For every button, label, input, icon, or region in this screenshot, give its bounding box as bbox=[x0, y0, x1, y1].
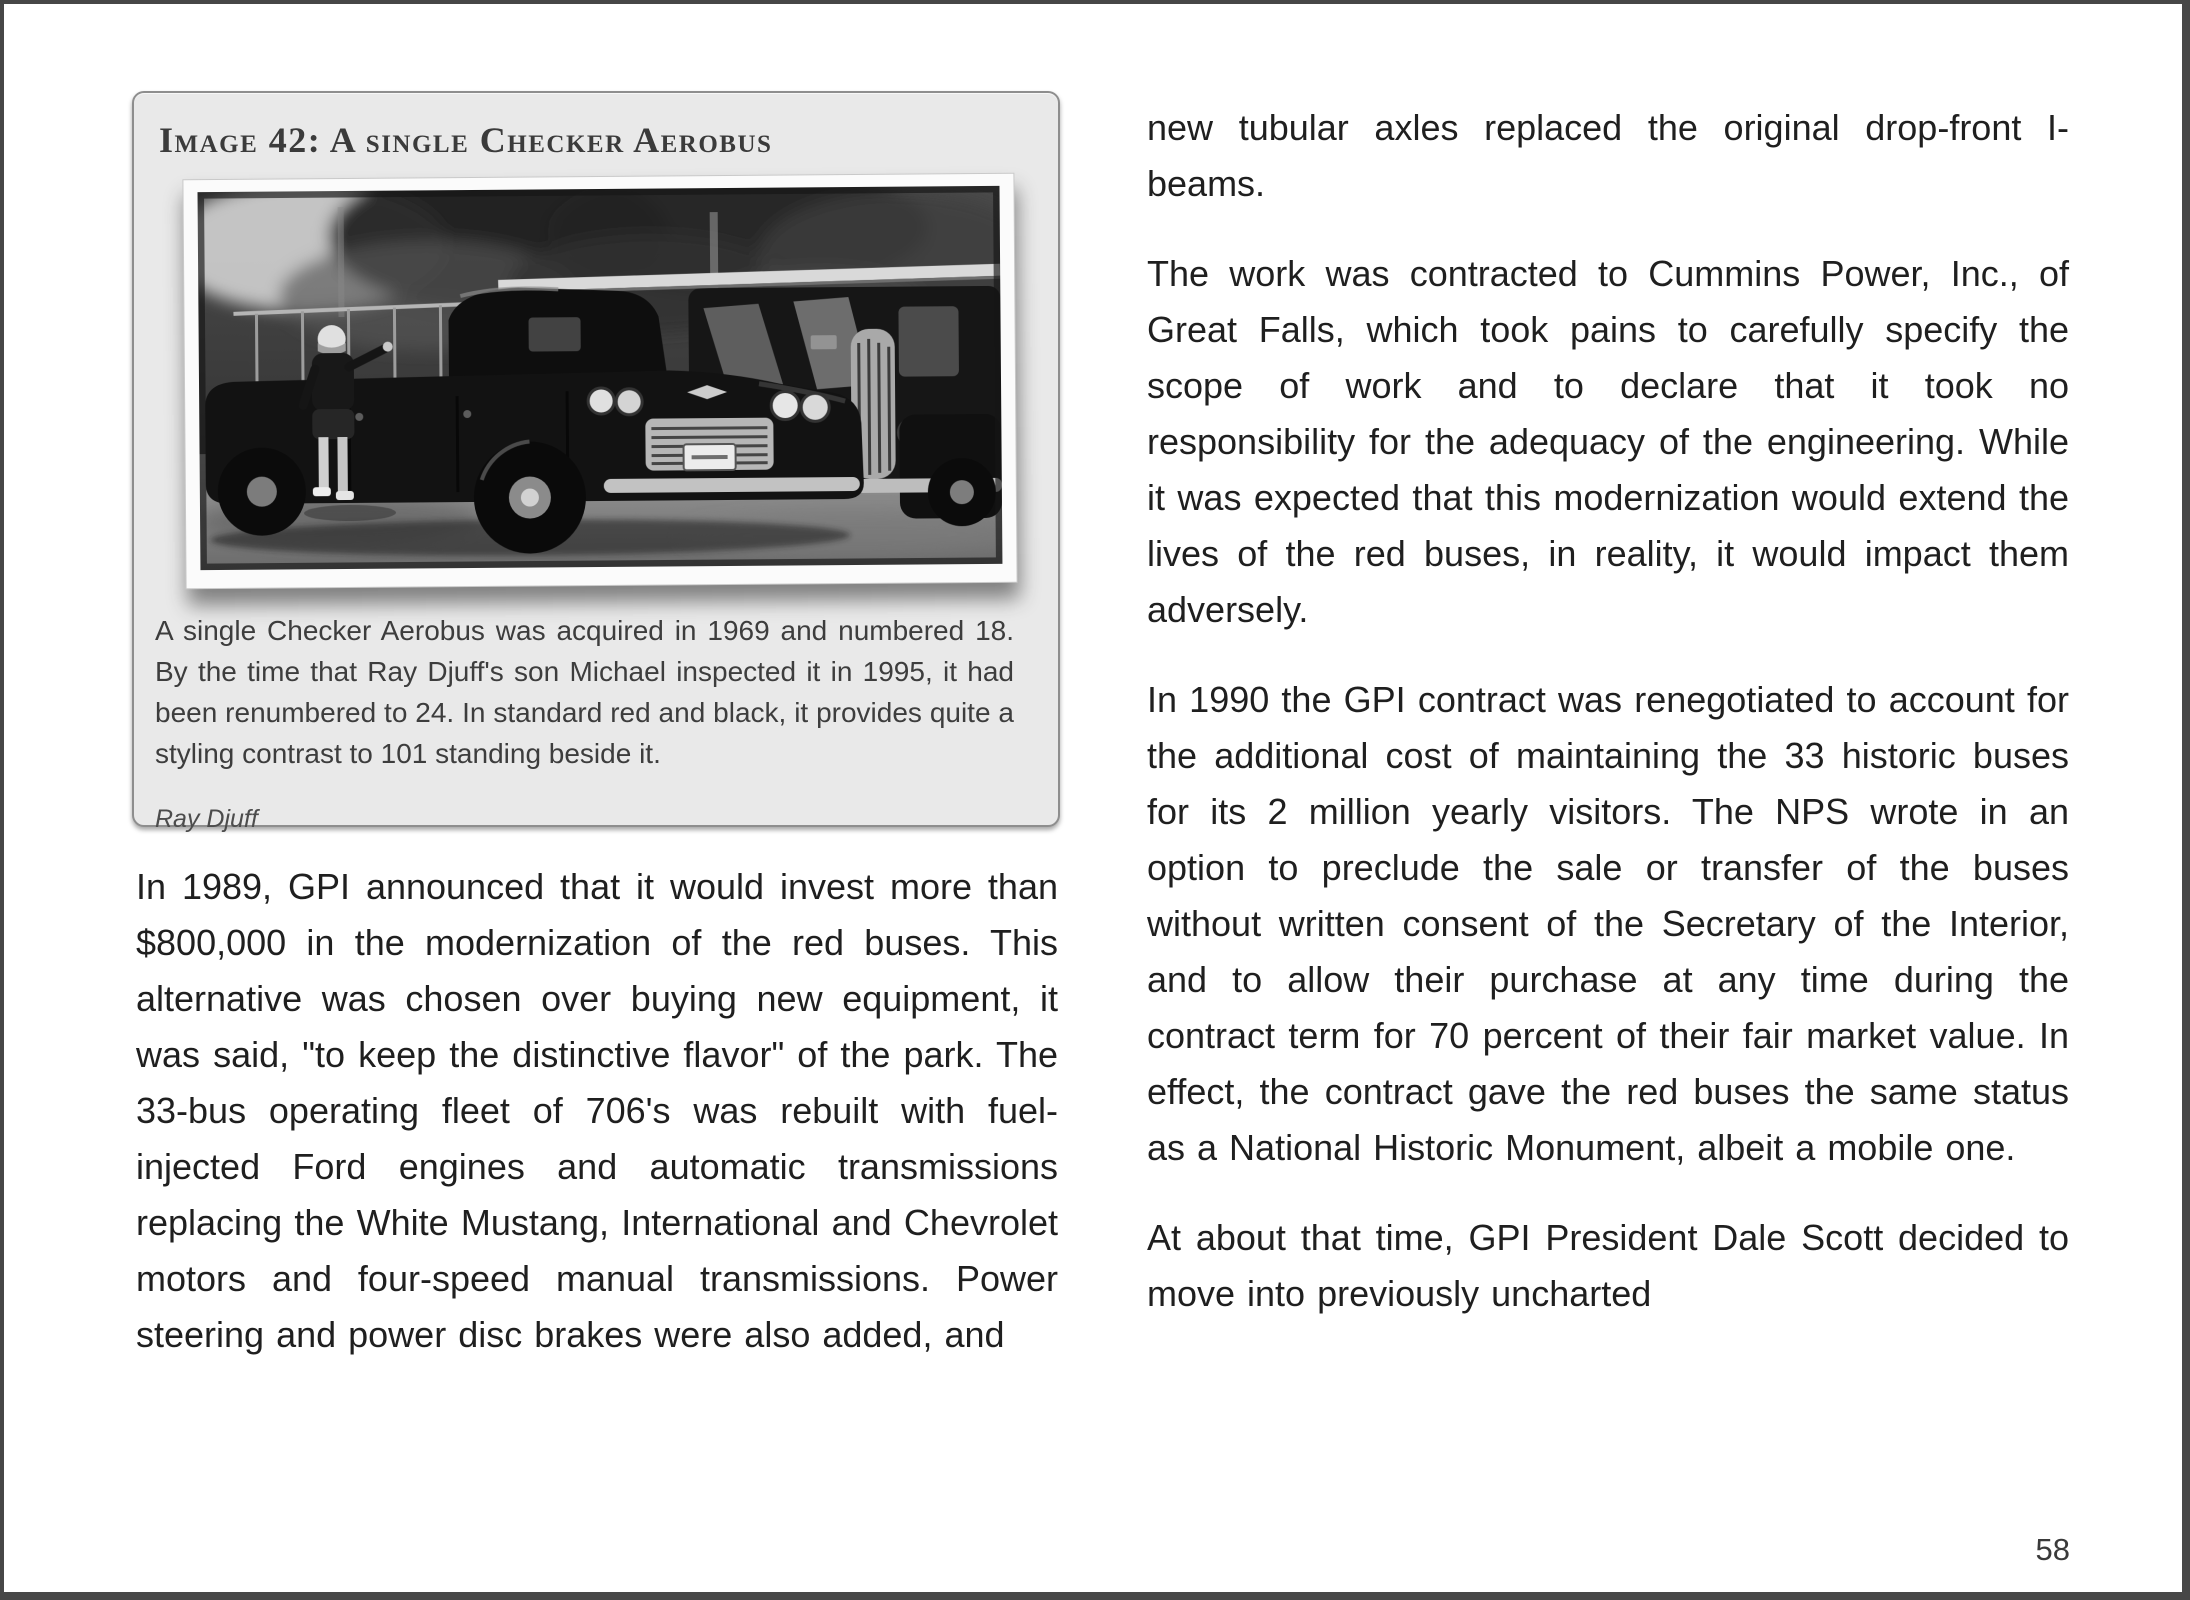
right-column-text bbox=[1147, 100, 2069, 1322]
left-column bbox=[132, 91, 1060, 1363]
figure-photo-frame bbox=[182, 173, 1017, 590]
page-number: 58 bbox=[2035, 1532, 2070, 1567]
paragraph: At about that time, GPI President Dale Scott decided to move into previously uncharted bbox=[1147, 1217, 2069, 1314]
paragraph: new tubular axles replaced the original drop-front I-beams. bbox=[1147, 107, 2069, 204]
aerobus-photo bbox=[198, 186, 1003, 570]
paragraph: The work was contracted to Cummins Power, Inc., of Great Falls, which took pains to carefully specify the scope of work and to declare that it took no responsibility for the adequacy of the engineering. While it was expected that this modernization would extend the lives of the red buses, in reality, it would impact them adversely. bbox=[1147, 253, 2069, 630]
figure-credit: Ray Djuff bbox=[155, 805, 258, 833]
figure-title: Image 42: A single Checker Aerobus bbox=[159, 120, 773, 160]
left-column-text bbox=[136, 859, 1058, 1363]
figure-box bbox=[132, 91, 1060, 833]
paragraph: In 1990 the GPI contract was renegotiated to account for the additional cost of maintaining the 33 historic buses for its 2 million yearly visitors. The NPS wrote in an option to preclude the sale or transfer of the buses without written consent of the Secretary of the Interior, and to allow their purchase at any time during the contract term for 70 percent of their fair market value. In effect, the contract gave the red buses the same status as a National Historic Monument, albeit a mobile one. bbox=[1147, 679, 2069, 1168]
figure-caption: A single Checker Aerobus was acquired in 1969 and numbered 18. By the time that Ray Djuff's son Michael inspected it in 1995, it had been renumbered to 24. In standard red and black, it provides quite a styling contrast to 101 standing beside it. bbox=[155, 615, 1014, 769]
paragraph: In 1989, GPI announced that it would invest more than $800,000 in the modernization of the red buses. This alternative was chosen over buying new equipment, it was said, "to keep the distinctive flavor" of the park. The 33-bus operating fleet of 706's was rebuilt with fuel-injected Ford engines and automatic transmissions replacing the White Mustang, International and Chevrolet motors and four-speed manual transmissions. Power steering and power disc brakes were also added, and bbox=[136, 866, 1058, 1355]
